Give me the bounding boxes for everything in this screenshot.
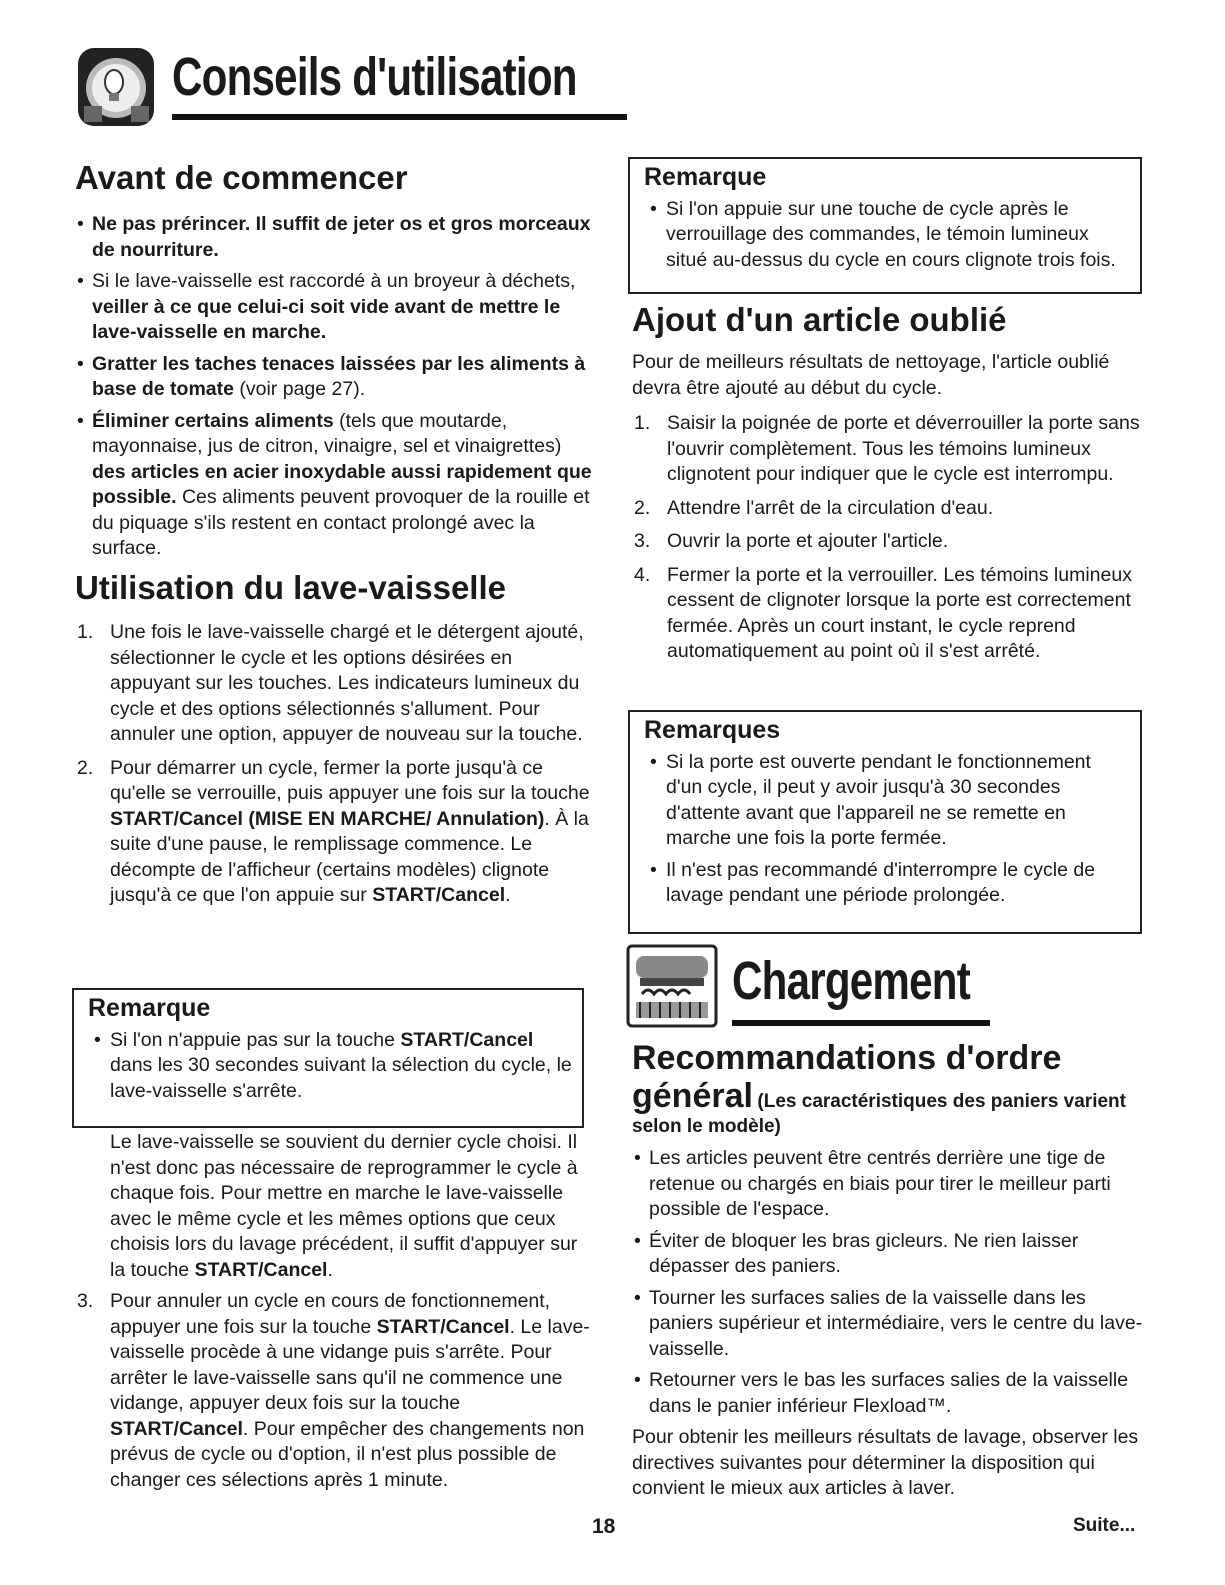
- header-icon: [76, 44, 156, 130]
- list-item: • Tourner les surfaces salies de la vaisselle dans les paniers supérieur et intermédiaire, vers le centre du lave-vaisselle.: [632, 1286, 1144, 1363]
- list-item: • Si l'on appuie sur une touche de cycle après le verrouillage des commandes, le témoin lumineux situé au-dessus du cycle en cours clignote trois fois.: [644, 197, 1130, 274]
- title-underline: [172, 114, 627, 120]
- note-title: Remarques: [644, 716, 781, 744]
- recommandations-heading: Recommandations d'ordre: [632, 1039, 1062, 1077]
- note-box-left: [72, 988, 584, 1128]
- memory-paragraph: Le lave-vaisselle se souvient du dernier cycle choisi. Il n'est donc pas nécessaire de reprogrammer le cycle à chaque fois. Pour mettre en marche le lave-vaisselle avec le même cycle et les mêmes options que ceux choisis lors du lavage précédent, il suffit d'appuyer sur la touche START/Cancel.: [110, 1131, 578, 1281]
- remarques-box: [628, 710, 1142, 934]
- dishwasher-rack-icon: [626, 944, 718, 1028]
- utilisation-list: [75, 620, 593, 909]
- avant-list: [75, 212, 593, 562]
- list-item: 3. Ouvrir la porte et ajouter l'article.: [634, 530, 949, 553]
- chargement-title: Chargement: [732, 951, 970, 1011]
- recommandations-heading-line2: général (Les caractéristiques des paniers varient selon le modèle): [632, 1077, 1126, 1138]
- list-item: • Les articles peuvent être centrés derrière une tige de retenue ou chargés en biais pour tirer le meilleur parti possible de l'espace.: [632, 1146, 1144, 1223]
- left-column: [75, 160, 593, 917]
- left-column-continued: [75, 1130, 593, 1501]
- utilisation-heading: Utilisation du lave-vaisselle: [75, 568, 506, 606]
- list-item: • Retourner vers le bas les surfaces salies de la vaisselle dans le panier inférieur Flexload™.: [632, 1368, 1144, 1419]
- list-item: 1. Saisir la poignée de porte et déverrouiller la porte sans l'ouvrir complètement. Tous les témoins lumineux clignotent pour indiquer que le cycle est interrompu.: [634, 412, 1140, 486]
- recommandations-section: [632, 1040, 1144, 1508]
- list-item: 4. Fermer la porte et la verrouiller. Les témoins lumineux cessent de clignoter lorsque la porte est correctement fermée. Après un court instant, le cycle reprend automatiquement au point où il s'est arrêté.: [634, 563, 1132, 663]
- list-item: 2. Attendre l'arrêt de la circulation d'eau.: [634, 496, 994, 519]
- ajout-section: [632, 302, 1142, 673]
- list-item: 3. Pour annuler un cycle en cours de fonctionnement, appuyer une fois sur la touche START/Cancel. Le lave-vaisselle procède à une vidange puis s'arrête. Pour arrêter le lave-vaisselle sans qu'il ne commence une vidange, appuyer deux fois sur la touche START/Cancel. Pour empêcher des changements non prévus de cycle ou d'option, il n'est plus possible de changer ces sélections après 1 minute.: [77, 1290, 590, 1491]
- list-item: • Il n'est pas recommandé d'interrompre le cycle de lavage pendant une période prolongée.: [644, 858, 1130, 909]
- page-number: 18: [592, 1515, 616, 1538]
- list-item: • Éliminer certains aliments (tels que moutarde, mayonnaise, jus de citron, vinaigre, sel et vinaigrettes) des articles en acier inoxydable aussi rapidement que possible. Ces aliments peuvent provoquer de la rouille et du piquage s'ils restent en contact prolongé avec la surface.: [75, 409, 593, 562]
- chargement-icon: [626, 944, 718, 1028]
- list-item: • Si le lave-vaisselle est raccordé à un broyeur à déchets, veiller à ce que celui-ci soit vide avant de mettre le lave-vaisselle en marche.: [75, 269, 593, 346]
- list-item: • Éviter de bloquer les bras gicleurs. Ne rien laisser dépasser des paniers.: [632, 1229, 1144, 1280]
- recommandations-outro: Pour obtenir les meilleurs résultats de lavage, observer les directives suivantes pour déterminer la disposition qui convient le mieux aux articles à laver.: [632, 1426, 1139, 1500]
- note-title: Remarque: [88, 994, 211, 1022]
- note-box-right: [628, 157, 1142, 294]
- ajout-intro: Pour de meilleurs résultats de nettoyage, l'article oublié devra être ajouté au début du cycle.: [632, 351, 1110, 399]
- chargement-underline: [732, 1020, 990, 1026]
- list-item: • Gratter les taches tenaces laissées par les aliments à base de tomate (voir page 27).: [75, 352, 593, 403]
- note-title: Remarque: [644, 163, 767, 191]
- avant-heading: Avant de commencer: [75, 159, 408, 196]
- list-item: • Ne pas prérincer. Il suffit de jeter os et gros morceaux de nourriture.: [75, 212, 593, 263]
- page-title: Conseils d'utilisation: [172, 47, 577, 107]
- list-item: • Si l'on n'appuie pas sur la touche START/Cancel dans les 30 secondes suivant la sélection du cycle, le lave-vaisselle s'arrête.: [88, 1028, 572, 1105]
- dishwasher-tip-icon: [76, 44, 156, 130]
- ajout-heading: Ajout d'un article oublié: [632, 301, 1007, 338]
- list-item: 2. Pour démarrer un cycle, fermer la porte jusqu'à ce qu'elle se verrouille, puis appuyer une fois sur la touche START/Cancel (MISE EN MARCHE/ Annulation). À la suite d'une pause, le remplissage commence. Le décompte de l'afficheur (certains modèles) clignote jusqu'à ce que l'on appuie sur START/Cancel.: [77, 756, 590, 907]
- suite-label: Suite...: [1073, 1515, 1136, 1536]
- list-item: • Si la porte est ouverte pendant le fonctionnement d'un cycle, il peut y avoir jusqu'à 30 secondes d'attente avant que l'appareil ne se remette en marche une fois la porte fermée.: [644, 750, 1130, 852]
- list-item: 1. Une fois le lave-vaisselle chargé et le détergent ajouté, sélectionner le cycle et les options désirées en appuyant sur les touches. Les indicateurs lumineux du cycle et des options sélectionnés s'allument. Pour annuler une option, appuyer de nouveau sur la touche.: [77, 621, 584, 746]
